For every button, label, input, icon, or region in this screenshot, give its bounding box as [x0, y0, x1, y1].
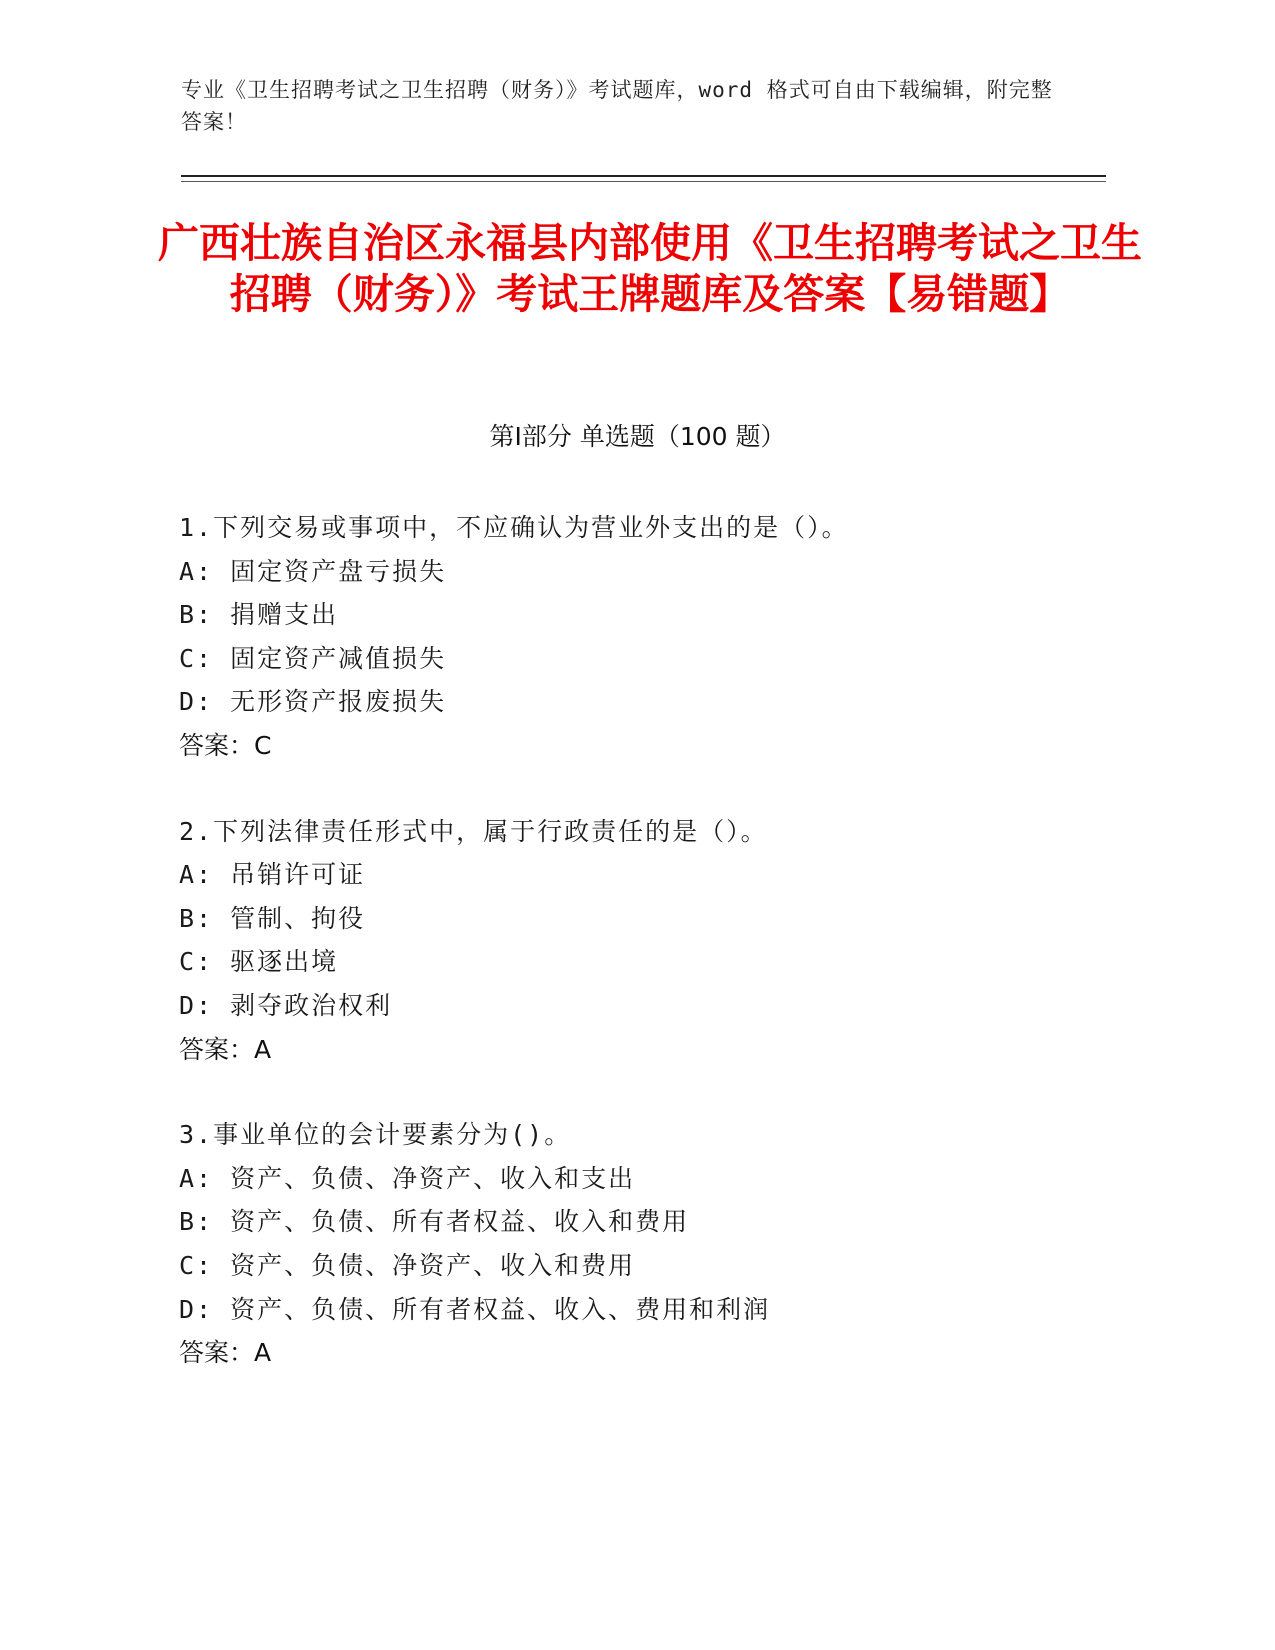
option-c: C: 驱逐出境 — [179, 947, 339, 977]
answer: 答案：C — [179, 730, 272, 760]
question-stem: 1.下列交易或事项中，不应确认为营业外支出的是（）。 — [179, 513, 849, 542]
header-note: 专业《卫生招聘考试之卫生招聘（财务）》考试题库，word 格式可自由下载编辑，附完整答案！ — [181, 78, 1053, 134]
option-d: D: 无形资产报废损失 — [179, 687, 447, 717]
question-list — [179, 506, 1139, 1417]
option-d: D: 剥夺政治权利 — [179, 990, 393, 1020]
option-c: C: 资产、负债、净资产、收入和费用 — [179, 1250, 636, 1280]
document-title: 广西壮族自治区永福县内部使用《卫生招聘考试之卫生招聘（财务）》考试王牌题库及答案【易错题】 — [158, 219, 1142, 318]
question-3 — [179, 1113, 1139, 1375]
answer: 答案：A — [179, 1338, 272, 1368]
header-divider-thick — [181, 175, 1106, 177]
option-b: B: 资产、负债、所有者权益、收入和费用 — [179, 1207, 690, 1237]
option-a: A: 固定资产盘亏损失 — [179, 556, 447, 586]
question-1 — [179, 506, 1139, 768]
section-heading: 第Ⅰ部分 单选题（100 题） — [489, 422, 786, 451]
option-d: D: 资产、负债、所有者权益、收入、费用和利润 — [179, 1294, 771, 1324]
option-a: A: 资产、负债、净资产、收入和支出 — [179, 1163, 636, 1193]
question-2 — [179, 810, 1139, 1072]
header-divider-thin — [181, 181, 1106, 182]
question-stem: 3.事业单位的会计要素分为()。 — [179, 1120, 572, 1150]
option-b: B: 捐赠支出 — [179, 600, 339, 630]
question-stem: 2.下列法律责任形式中，属于行政责任的是（）。 — [179, 816, 768, 846]
option-b: B: 管制、拘役 — [179, 903, 366, 933]
option-c: C: 固定资产减值损失 — [179, 643, 447, 673]
answer: 答案：A — [179, 1034, 272, 1064]
option-a: A: 吊销许可证 — [179, 860, 366, 890]
